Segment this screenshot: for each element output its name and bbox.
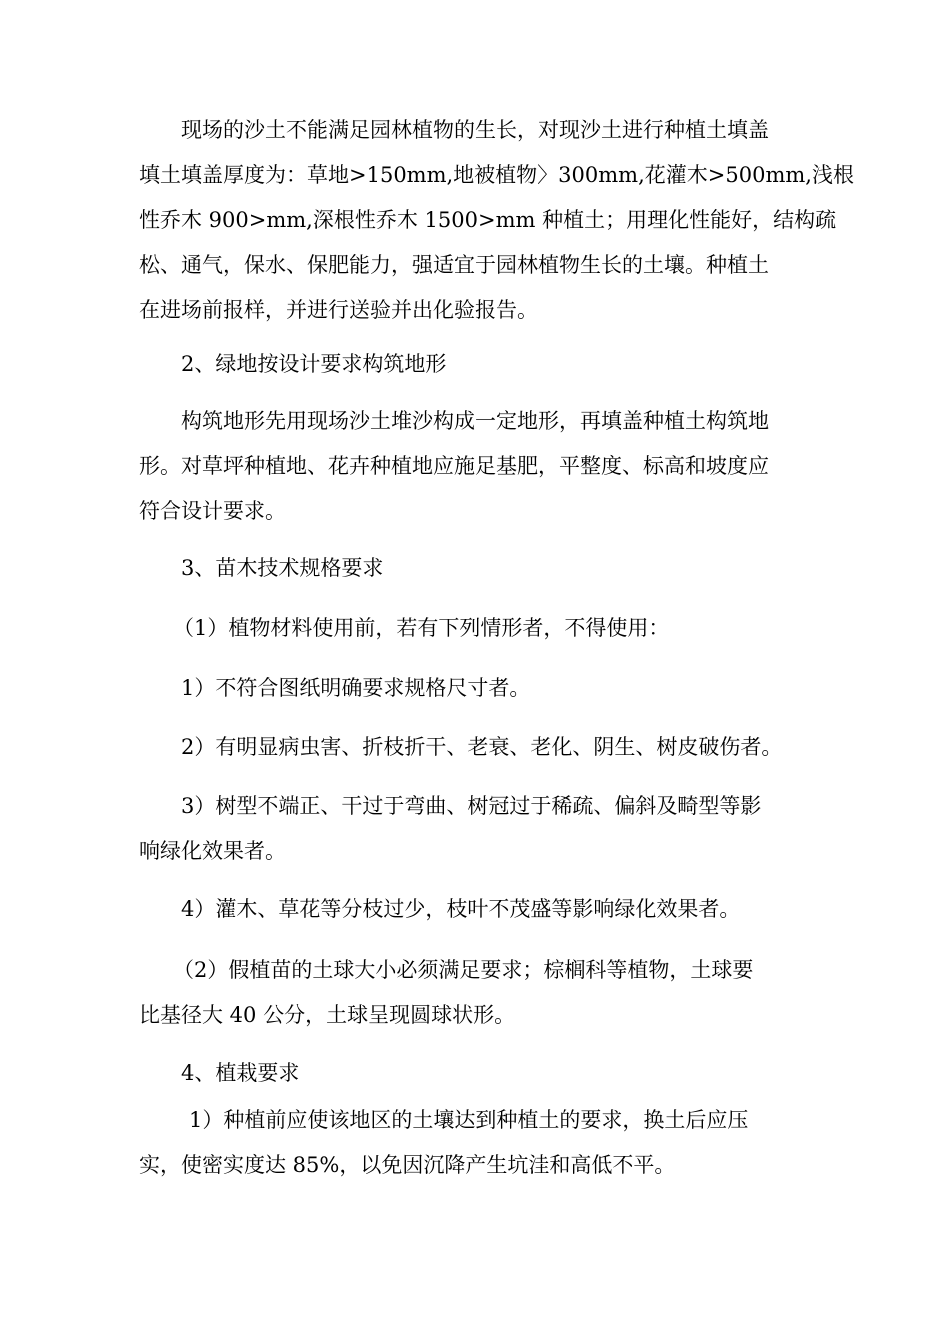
list-item [139,1098,819,1188]
text-line: 实，使密实度达 85%，以免因沉降产生坑洼和高低不平。 [139,1153,676,1177]
heading-text: 4、植栽要求 [181,1061,300,1085]
list-item [139,666,819,711]
text-line: 形。对草坪种植地、花卉种植地应施足基肥，平整度、标高和坡度应 [139,454,769,478]
list-item [139,887,819,932]
section-heading-planting [139,1051,819,1096]
text-line: 松、通气，保水、保肥能力，强适宜于园林植物生长的土壤。种植土 [139,253,769,277]
list-item [139,784,819,874]
text-line: 响绿化效果者。 [139,839,286,863]
text-line: 1）不符合图纸明确要求规格尺寸者。 [181,676,531,700]
text-line: 3）树型不端正、干过于弯曲、树冠过于稀疏、偏斜及畸型等影 [181,794,762,818]
text-line: 填土填盖厚度为：草地>150mm,地被植物〉300mm,花灌木>500mm,浅根 [139,163,854,187]
text-line: 在进场前报样，并进行送验并出化验报告。 [139,298,538,322]
section-heading-terrain [139,342,819,387]
text-line: 2）有明显病虫害、折枝折干、老衰、老化、阴生、树皮破伤者。 [181,735,783,759]
text-line: 符合设计要求。 [139,499,286,523]
paragraph-soil-preparation [139,108,854,333]
paragraph-item-1 [139,606,819,651]
text-line: （2）假植苗的土球大小必须满足要求；棕榈科等植物，土球要 [173,958,754,982]
heading-text: 2、绿地按设计要求构筑地形 [181,352,447,376]
text-line: 比基径大 40 公分，土球呈现圆球状形。 [139,1003,516,1027]
paragraph-item-2 [139,948,819,1038]
text-line: 1）种植前应使该地区的土壤达到种植土的要求，换土后应压 [189,1108,749,1132]
text-line: （1）植物材料使用前，若有下列情形者，不得使用： [173,616,670,640]
text-line: 构筑地形先用现场沙土堆沙构成一定地形，再填盖种植土构筑地 [181,409,769,433]
text-line: 现场的沙土不能满足园林植物的生长，对现沙土进行种植土填盖 [181,118,769,142]
list-item [139,725,819,770]
heading-text: 3、苗木技术规格要求 [181,556,384,580]
text-line: 性乔木 900>mm,深根性乔木 1500>mm 种植土；用理化性能好，结构疏 [139,208,837,232]
section-heading-nursery-specs [139,546,819,591]
paragraph-terrain [139,399,819,534]
text-line: 4）灌木、草花等分枝过少，枝叶不茂盛等影响绿化效果者。 [181,897,741,921]
